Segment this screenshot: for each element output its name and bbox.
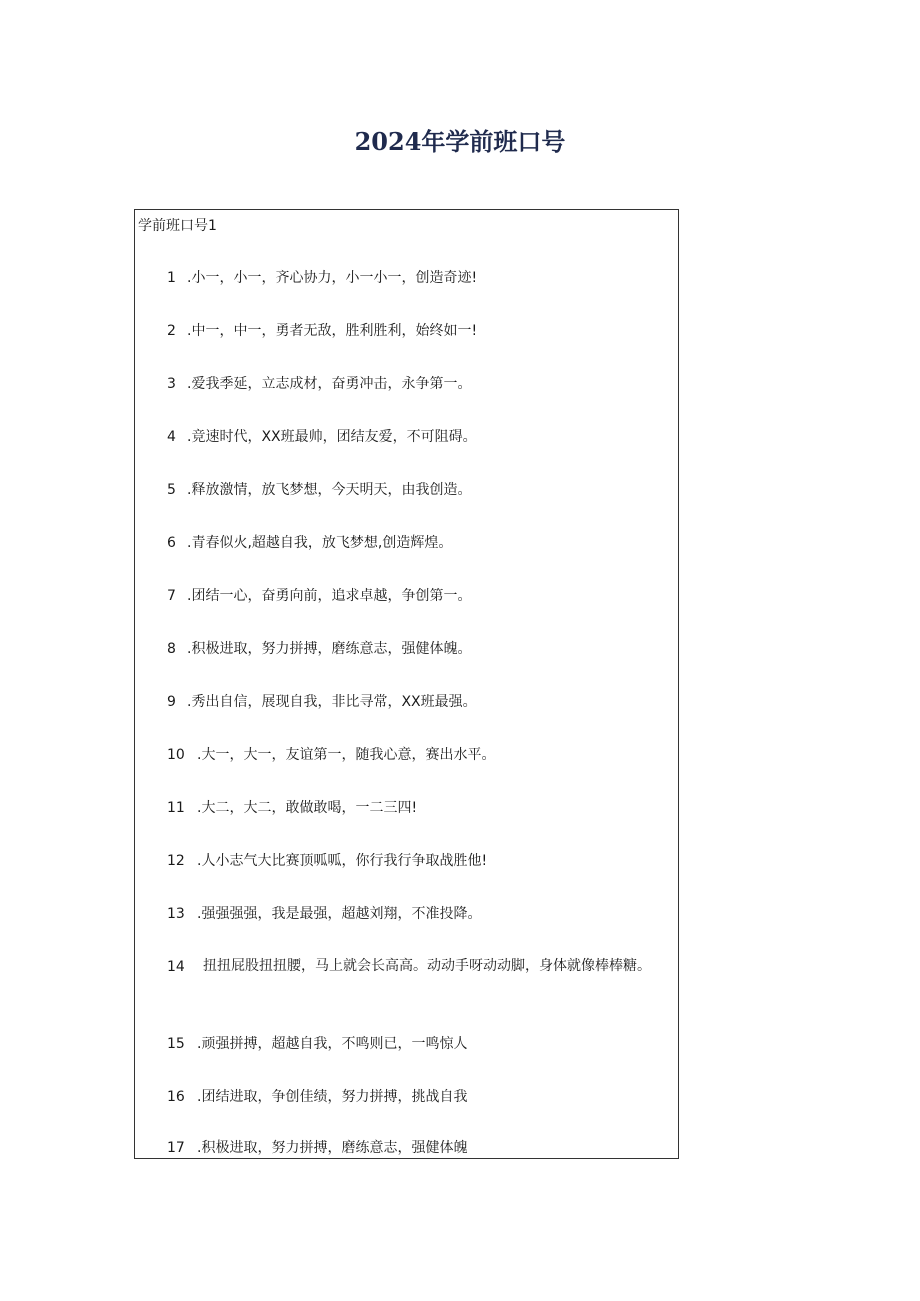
slogan-number: 1	[167, 270, 176, 286]
slogan-text: .小一，小一，齐心协力，小一小一，创造奇迹!	[187, 270, 478, 286]
document-title: 2024年学前班口号	[354, 127, 566, 156]
slogan-number: 12	[167, 853, 185, 869]
slogan-text: .中一，中一，勇者无敌，胜利胜利，始终如一!	[187, 323, 478, 339]
slogan-text: .大一，大一，友谊第一，随我心意，赛出水平。	[197, 747, 496, 763]
slogan-text: .大二，大二，敢做敢喝，一二三四!	[197, 800, 418, 816]
section-heading: 学前班口号1	[138, 218, 217, 234]
slogan-text: .积极进取，努力拼搏，磨练意志，强健体魄	[197, 1140, 468, 1156]
slogan-text: .竞速时代，XX班最帅，团结友爱，不可阻碍。	[187, 429, 477, 445]
slogan-text: .团结一心，奋勇向前，追求卓越，争创第一。	[187, 588, 472, 604]
slogan-number: 2	[167, 323, 176, 339]
slogan-number: 16	[167, 1089, 185, 1105]
slogan-text: .人小志气大比赛顶呱呱，你行我行争取战胜他!	[197, 853, 488, 869]
content-box	[134, 209, 679, 1159]
slogan-number: 4	[167, 429, 176, 445]
slogan-text: .爱我季延，立志成材，奋勇冲击，永争第一。	[187, 376, 472, 392]
slogan-number: 7	[167, 588, 176, 604]
slogan-number: 11	[167, 800, 185, 816]
slogan-text: .积极进取，努力拼搏，磨练意志，强健体魄。	[187, 641, 472, 657]
slogan-text: .青春似火,超越自我，放飞梦想,创造辉煌。	[187, 535, 453, 551]
slogan-text: .团结进取，争创佳绩，努力拼搏，挑战自我	[197, 1089, 468, 1105]
slogan-number: 9	[167, 694, 176, 710]
slogan-text: .秀出自信，展现自我，非比寻常，XX班最强。	[187, 694, 477, 710]
slogan-text: .释放激情，放飞梦想，今天明天，由我创造。	[187, 482, 472, 498]
slogan-number: 14	[167, 959, 185, 975]
slogan-number: 10	[167, 747, 185, 763]
slogan-number: 8	[167, 641, 176, 657]
slogan-number: 5	[167, 482, 176, 498]
slogan-number: 17	[167, 1140, 185, 1156]
slogan-number: 13	[167, 906, 185, 922]
slogan-text: .强强强强，我是最强，超越刘翔，不准投降。	[197, 906, 482, 922]
slogan-number: 6	[167, 535, 176, 551]
slogan-number: 3	[167, 376, 176, 392]
slogan-number: 15	[167, 1036, 185, 1052]
slogan-text: 扭扭屁股扭扭腰，马上就会长高高。动动手呀动动脚，身体就像棒棒糖。	[203, 958, 651, 974]
slogan-text: .顽强拼搏，超越自我，不鸣则已，一鸣惊人	[197, 1036, 468, 1052]
